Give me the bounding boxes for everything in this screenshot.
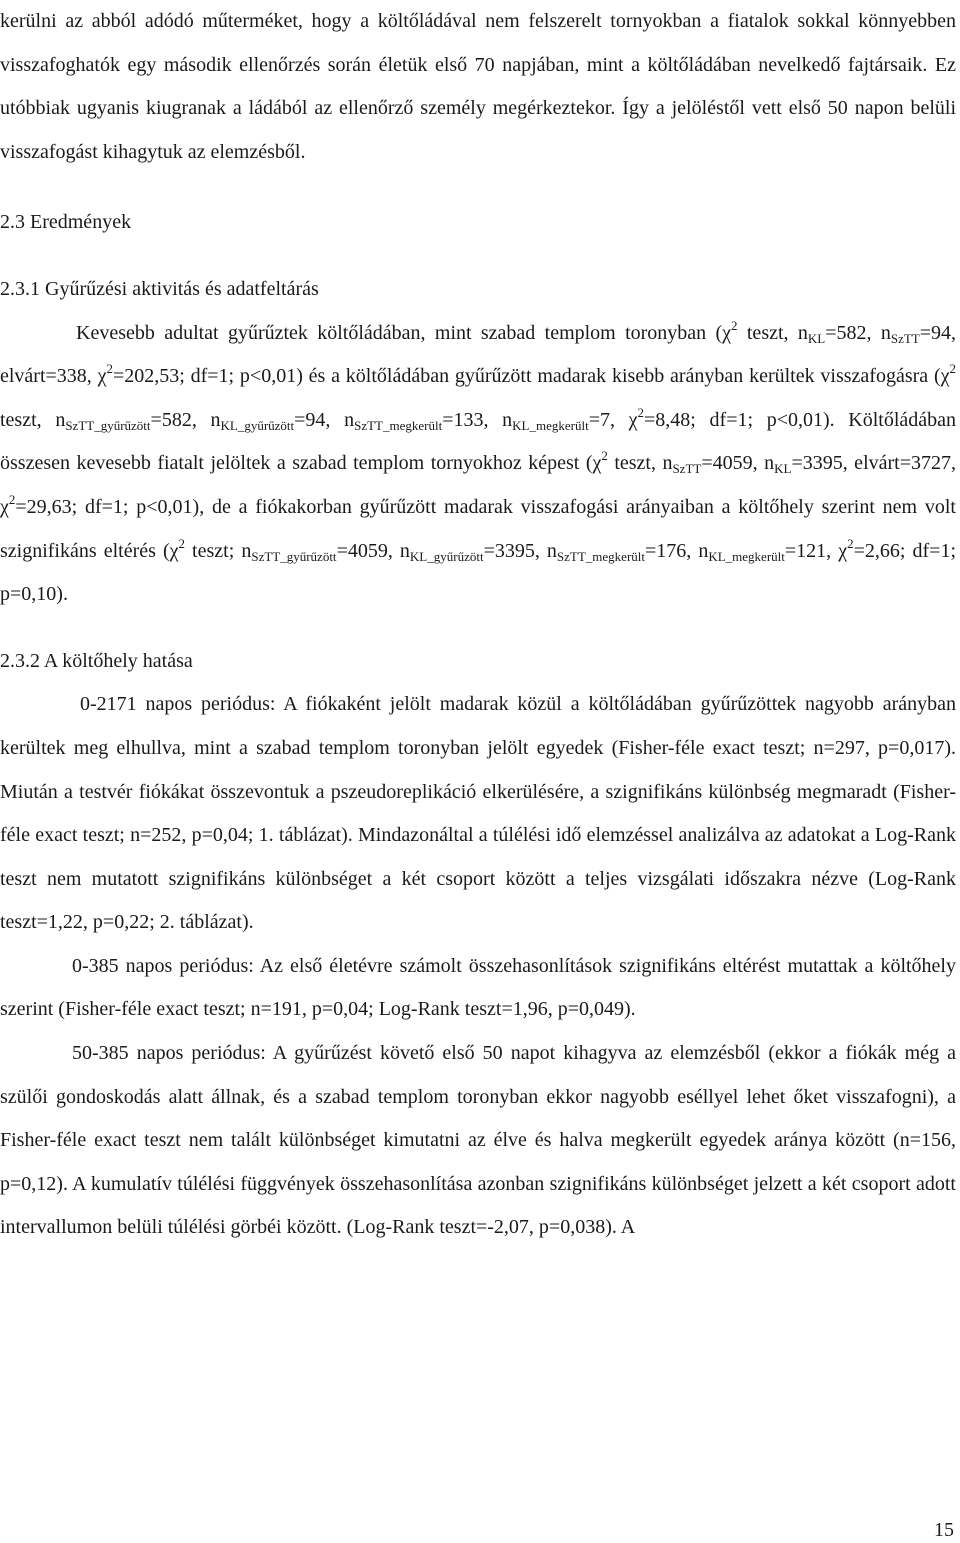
section-heading-2-3-1: 2.3.1 Gyűrűzési aktivitás és adatfeltárás — [0, 277, 319, 300]
section-heading-2-3: 2.3 Eredmények — [0, 211, 132, 234]
paragraph-ringing-activity: Kevesebb adultat gyűrűztek költőládában, mint szabad templom toronyban ($\chi^2$ teszt, $n_{KL}=582$, $n_{SzTT}=94$, elvárt=338, $\chi^2=202,53$; df=1; p<0,01) és a költőládában gyűrűzött madarak kisebb arányban kerültek visszafogásra ($\chi^2$ teszt, $n_{SzTT\_gyűrűzött}=582$, $n_{KL\_gyűrűzött}=94$, $n_{SzTT\_megkerült}=133$, $n_{KL\_megkerült}=7$, $\chi^2=8,48$; df=1; p<0,01). Költőládában összesen kevesebb fiatalt jelöltek a szabad templom tornyokhoz képest ($\chi^2$ teszt, $n_{SzTT}=4059$, $n_{KL}=3395$, elvárt=3727, $\chi^2=29,63$; df=1; p<0,01), de a fiókakorban gyűrűzött madarak visszafogási arányaiban a költőhely szerint nem volt szignifikáns eltérés ($\chi^2$ teszt; $n_{SzTT\_gyűrűzött}=4059$, $n_{KL\_gyűrűzött}=3395$, $n_{SzTT\_megkerült}=176$, $n_{KL\_megkerült}=121$, $\chi^2=2,66$; df=1; p=0,10). — [0, 317, 957, 606]
paragraph-period-0-385: 0-385 napos periódus: Az első életévre számolt összehasonlítások szignifikáns eltérést mutattak a költőhely szerint (Fisher-féle exact teszt; n=191, p=0,04; Log-Rank teszt=1,96, p=0,049). — [0, 954, 956, 1021]
section-heading-2-3-2: 2.3.2 A költőhely hatása — [0, 649, 193, 672]
page-number: 15 — [934, 1519, 954, 1541]
paragraph-period-50-385: 50-385 napos periódus: A gyűrűzést követő első 50 napot kihagyva az elemzésből (ekkor a fiókák még a szülői gondoskodás alatt állnak, és a szabad templom toronyban ekkor nagyobb eséllyel lehet őket visszafogni), a Fisher-féle exact teszt nem talált különbséget kimutatni az élve és halva megkerült egyedek aránya között (n=156, p=0,12). A kumulatív túlélési függvények összehasonlítása azonban szignifikáns különbséget jelzett a két csoport adott intervallumon belüli túlélési görbéi között. (Log-Rank teszt=-2,07, p=0,038). A — [0, 1042, 956, 1239]
paragraph-period-0-2171: 0-2171 napos periódus: A fiókaként jelölt madarak közül a költőládában gyűrűzöttek nagyobb arányban kerültek meg elhullva, mint a szabad templom toronyban jelölt egyedek (Fisher-féle exact teszt; n=297, p=0,017). Miután a testvér fiókákat összevontuk a pszeudoreplikáció elkerülésére, a szignifikáns különbség megmaradt (Fisher-féle exact teszt; n=252, p=0,04; 1. táblázat). Mindazonáltal a túlélési idő elemzéssel analizálva az adatokat a Log-Rank teszt nem mutatott szignifikáns különbséget a két csoport között a teljes vizsgálati időszakra nézve (Log-Rank teszt=1,22, p=0,22; 2. táblázat). — [0, 693, 956, 934]
intro-paragraph: kerülni az abból adódó műterméket, hogy a költőládával nem felszerelt tornyokban a fiatalok sokkal könnyebben visszafoghatók egy második ellenőrzés során életük első 70 napjában, mint a költőládában nevelkedő fajtársaik. Ez utóbbiak ugyanis kiugranak a ládából az ellenőrző személy megérkeztekor. Így a jelöléstől vett első 50 napon belüli visszafogást kihagytuk az elemzésből. — [0, 10, 956, 163]
